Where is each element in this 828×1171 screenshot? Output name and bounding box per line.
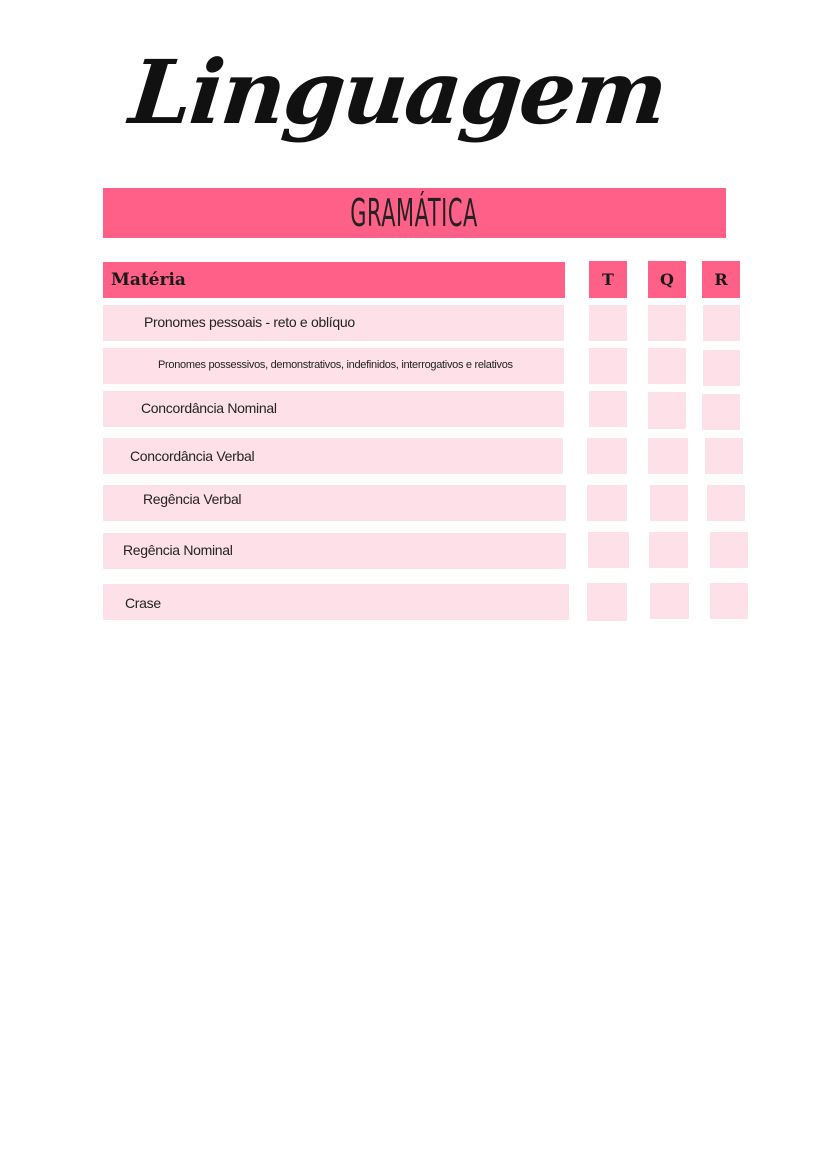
header-subject [103, 262, 565, 298]
r-checkbox[interactable] [710, 583, 748, 619]
subject-text: Concordância Nominal [141, 400, 277, 416]
t-checkbox[interactable] [587, 438, 627, 474]
q-checkbox[interactable] [649, 532, 688, 568]
q-checkbox[interactable] [650, 485, 688, 521]
q-checkbox[interactable] [648, 438, 688, 474]
q-checkbox[interactable] [650, 583, 689, 619]
r-checkbox[interactable] [707, 485, 745, 521]
r-checkbox[interactable] [703, 305, 740, 341]
section-title: GRAMÁTICA [350, 191, 479, 235]
subject-text: Pronomes pessoais - reto e oblíquo [144, 314, 355, 330]
t-checkbox[interactable] [588, 532, 629, 568]
header-r [702, 261, 740, 298]
subject-text: Pronomes possessivos, demonstrativos, indefinidos, interrogativos e relativos [158, 359, 513, 371]
section-banner [103, 188, 726, 238]
header-t-label: T [602, 270, 614, 289]
q-checkbox[interactable] [648, 348, 686, 384]
header-r-label: R [714, 270, 728, 289]
t-checkbox[interactable] [589, 348, 627, 384]
subject-text: Concordância Verbal [130, 448, 255, 464]
header-q-label: Q [660, 270, 674, 289]
page-title: Linguagem [125, 40, 671, 144]
t-checkbox[interactable] [587, 583, 627, 621]
header-subject-label: Matéria [111, 270, 186, 290]
q-checkbox[interactable] [648, 392, 686, 429]
r-checkbox[interactable] [710, 532, 748, 568]
subject-text: Regência Verbal [143, 491, 242, 507]
subject-cell [103, 584, 569, 620]
header-q [648, 261, 686, 298]
r-checkbox[interactable] [705, 438, 743, 474]
t-checkbox[interactable] [589, 391, 627, 427]
t-checkbox[interactable] [589, 305, 627, 341]
r-checkbox[interactable] [703, 350, 740, 386]
r-checkbox[interactable] [702, 394, 740, 430]
q-checkbox[interactable] [648, 305, 686, 341]
subject-text: Crase [125, 595, 161, 611]
subject-text: Regência Nominal [123, 542, 233, 558]
t-checkbox[interactable] [587, 485, 627, 521]
header-t [589, 261, 627, 298]
